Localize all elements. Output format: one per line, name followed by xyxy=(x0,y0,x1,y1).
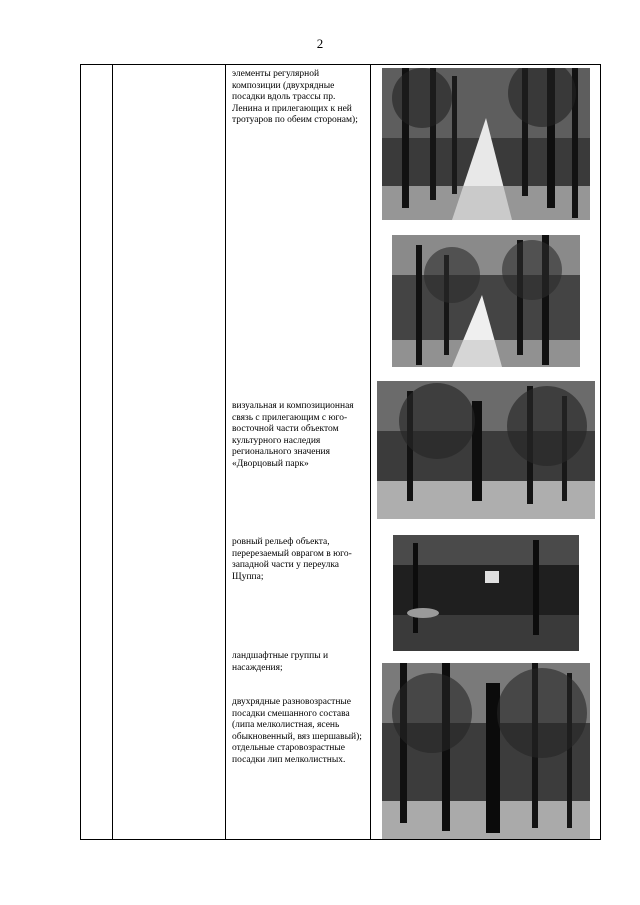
photo-trees xyxy=(382,663,590,839)
column-object xyxy=(113,65,226,840)
description-relief: ровный рельеф объекта, перерезаемый оврагом в юго-западной части у переулка Щуппа; xyxy=(232,537,352,582)
column-photos xyxy=(371,65,601,840)
photo-alley-2 xyxy=(392,235,580,367)
photo-park-view xyxy=(377,381,595,519)
description-landscape-groups: ландшафтные группы и насаждения; xyxy=(232,651,329,673)
column-description xyxy=(226,65,371,840)
photo-alley-1 xyxy=(382,68,590,220)
heritage-table xyxy=(80,64,601,840)
description-visual-link: визуальная и композиционная связь с прилегающим с юго-восточной части объектом культурного наследия регионального значения «Дворцовый парк» xyxy=(232,401,354,469)
page-number: 2 xyxy=(316,36,324,51)
description-regular-composition: элементы регулярной композиции (двухрядные посадки вдоль трассы пр. Ленина и прилегающих к ней тротуаров по обеим сторонам); xyxy=(232,69,358,125)
column-number xyxy=(81,65,113,840)
table-row xyxy=(81,65,601,840)
description-plantings: двухрядные разновозрастные посадки смешанного состава (липа мелколистная, ясень обыкновенный, вяз шершавый); отдельные старовозрастные посадки лип мелколистных. xyxy=(232,697,362,765)
photo-ravine xyxy=(393,535,579,651)
